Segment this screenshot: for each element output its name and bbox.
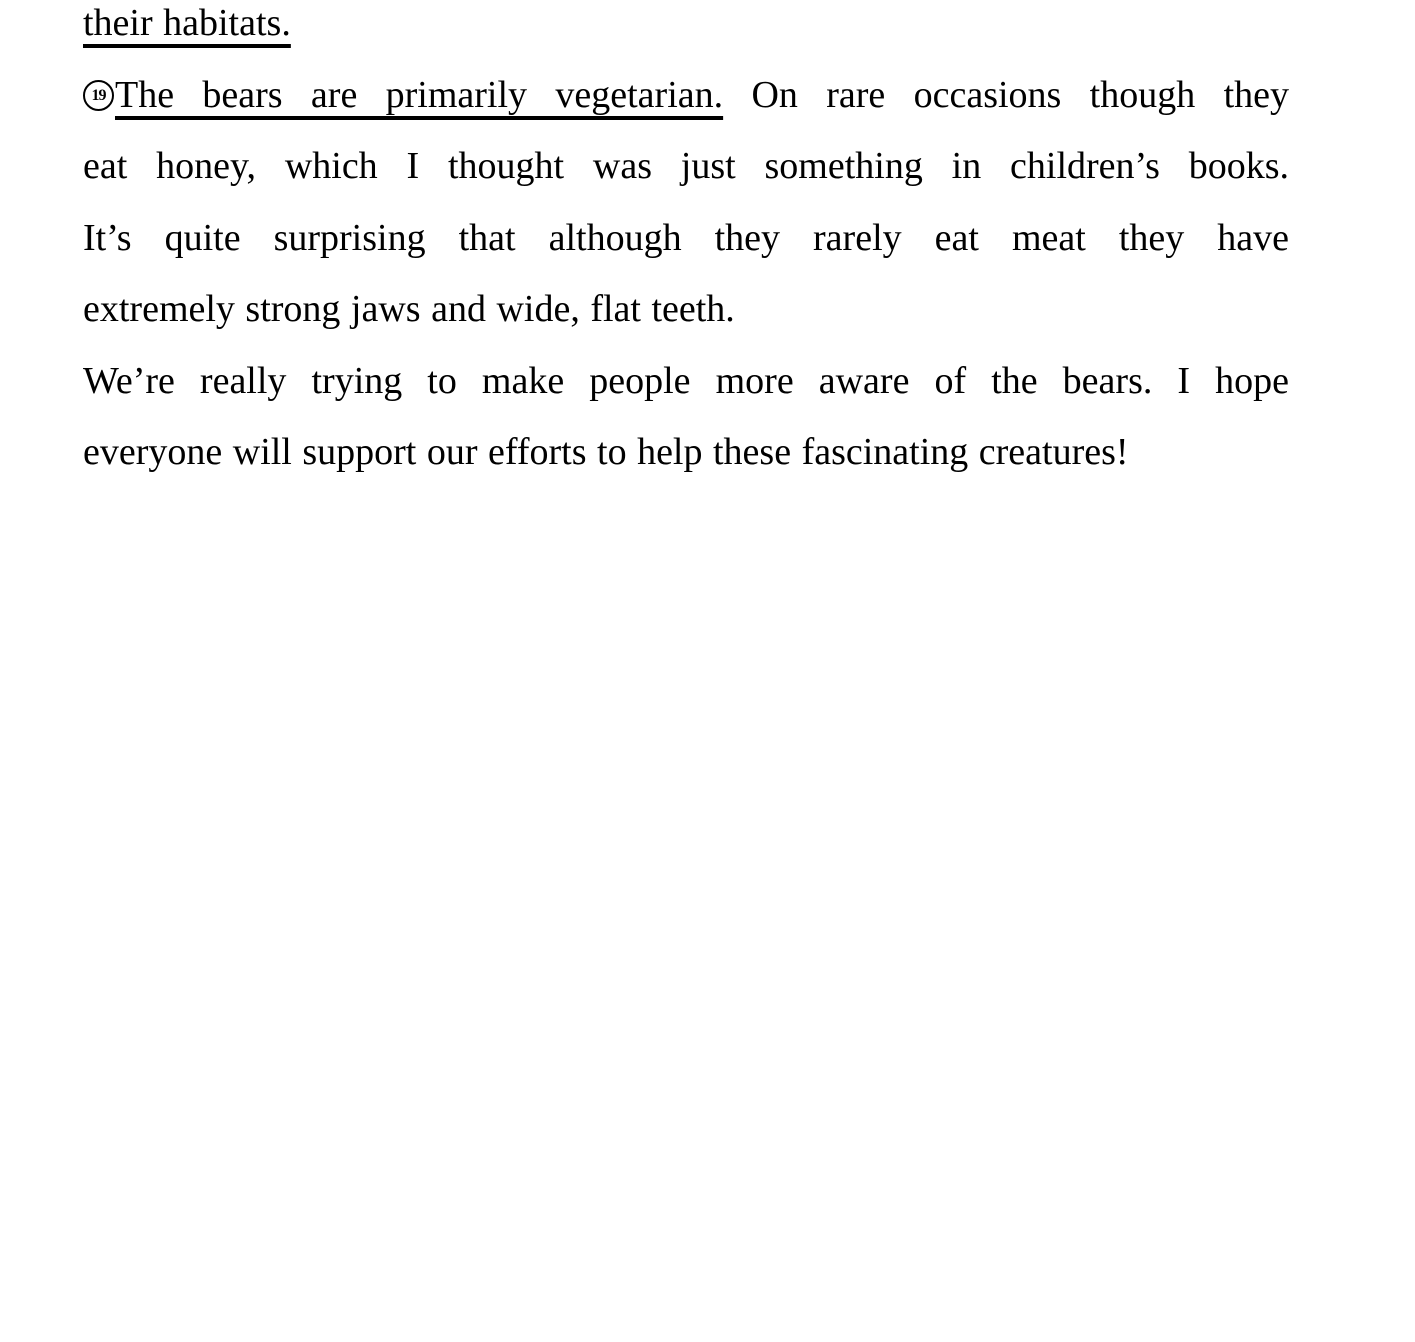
text-block [83, 0, 1289, 489]
sentence-text: It’s quite surprising that although they rarely eat meat they have [83, 216, 1289, 259]
text-line [83, 417, 1289, 489]
text-line [83, 274, 1289, 346]
sentence-text: everyone will support our efforts to help these fascinating creatures! [83, 431, 1129, 473]
text-line [83, 0, 1289, 60]
sentence-text: On rare occasions though they [723, 73, 1289, 116]
text-line [83, 60, 1289, 132]
text-line [83, 131, 1289, 203]
circled-number-marker: 19 [83, 80, 114, 111]
text-line [83, 346, 1289, 418]
text-line [83, 203, 1289, 275]
sentence-text: We’re really trying to make people more aware of the bears. I hope [83, 359, 1289, 402]
sentence-text: eat honey, which I thought was just something in children’s books. [83, 145, 1289, 187]
underlined-sentence: their habitats. [83, 2, 291, 44]
underlined-sentence: The bears are primarily vegetarian. [115, 73, 724, 116]
sentence-text: extremely strong jaws and wide, flat teeth. [83, 288, 735, 330]
